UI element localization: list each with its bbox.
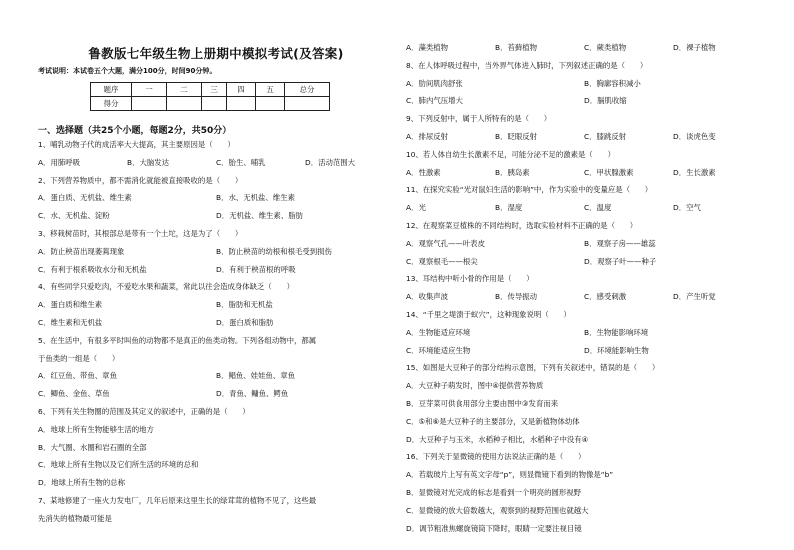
score-cell <box>132 97 167 111</box>
answer-option: C．鲫鱼、金鱼、草鱼 <box>38 389 110 399</box>
answer-option: A．收集声波 <box>406 292 449 302</box>
question-line: 7、某地修建了一座火力发电厂，几年后原来这里生长的绿茸茸的植物不见了，这些最 <box>38 496 317 505</box>
question-line: 12、在观察菜豆植株的不同结构时，选取实验材料不正确的是（ ） <box>406 221 638 230</box>
answer-option: D．谈虎色变 <box>673 132 716 141</box>
score-header-cell: 二 <box>167 83 202 97</box>
question-line: 3、移栽树苗时，其根部总是带有一个土坨，这是为了（ ） <box>38 229 243 238</box>
answer-option: C．肺内气压增大 <box>406 96 463 106</box>
score-cell <box>202 97 227 111</box>
answer-option: C．甲状腺激素 <box>584 167 634 177</box>
score-header-cell: 一 <box>132 83 167 97</box>
question-line: D．调节粗准焦螺旋镜筒下降时，眼睛一定要注视目镜 <box>406 523 582 533</box>
answer-option: D．膈肌收缩 <box>584 96 627 106</box>
answer-option: D．裸子植物 <box>673 43 716 52</box>
question-line: 15、如图是大豆种子的部分结构示意图，下列有关叙述中，错误的是（ ） <box>406 363 660 373</box>
score-header-cell: 题序 <box>91 83 132 97</box>
page-title: 鲁教版七年级生物上册期中模拟考试(及答案) <box>88 46 344 61</box>
question-line: 10、若人体自幼生长激素不足，可能分泌不足的激素是（ ） <box>406 149 615 159</box>
question-line: 2、下列营养物质中，都不需消化就能被直接吸收的是（ ） <box>38 175 243 185</box>
question-line: 9、下列反射中，属于人所特有的是（ ） <box>406 114 552 124</box>
score-value-row <box>91 97 330 111</box>
question-line: C．⑤和⑥是大豆种子的主要部分，又是新植物体幼体 <box>406 416 580 426</box>
answer-option: B．苔藓植物 <box>495 43 538 52</box>
score-cell <box>227 97 256 111</box>
question-line: D．大豆种子与玉米，水稻种子相比，水稻种子中没有④ <box>406 434 589 444</box>
answer-option: A．蛋白质、无机盐、维生素 <box>38 193 132 203</box>
question-line: 于鱼类的一组是（ ） <box>38 353 120 363</box>
answer-option: A．生物能适应环境 <box>406 327 471 337</box>
question-line: 11、在探究实验“光对鼠妇生活的影响”中，作为实验中的变量应是（ ） <box>406 185 653 195</box>
answer-option: C．感受刺激 <box>584 292 627 302</box>
answer-option: D．生长激素 <box>673 167 716 177</box>
exam-note: 考试说明：本试卷五个大题，满分100分，时间90分钟。 <box>38 67 217 75</box>
answer-option: D．活动范围大 <box>305 157 356 167</box>
question-line: B．显微镜对光完成的标志是看到一个明亮的圆形视野 <box>406 488 582 497</box>
answer-option: C．观察根毛——根尖 <box>406 256 478 266</box>
answer-option: B．胸廓容积减小 <box>584 78 641 88</box>
answer-option: A．肋间肌肉舒张 <box>406 78 463 88</box>
question-line: 8、在人体呼吸过程中，当外界气体进入肺时，下列叙述正确的是（ ） <box>406 60 648 70</box>
answer-option: D．环境能影响生物 <box>584 345 649 355</box>
score-row-label: 得分 <box>91 97 132 111</box>
score-table <box>90 82 330 111</box>
section-heading: 一、选择题（共25个小题，每题2分，共50分） <box>38 126 232 136</box>
answer-option: B．观察子房——雄蕊 <box>584 238 656 248</box>
answer-option: A．藻类植物 <box>406 43 449 52</box>
answer-option: A．用肺呼吸 <box>38 157 81 167</box>
answer-option: C．水、无机盐、淀粉 <box>38 211 110 221</box>
answer-option: C．有利于根系吸收水分和无机盐 <box>38 264 147 274</box>
answer-option: D．有利于秧苗根的呼吸 <box>216 264 296 274</box>
answer-option: B．胰岛素 <box>495 167 530 177</box>
answer-option: D．空气 <box>673 203 701 213</box>
score-header-cell: 五 <box>256 83 285 97</box>
answer-option: D．产生听觉 <box>673 292 716 302</box>
answer-option: B．生物能影响环境 <box>584 327 649 337</box>
question-line: 14、“千里之堤溃于蚁穴”，这种现象说明（ ） <box>406 310 571 319</box>
answer-option: C．环境能适应生物 <box>406 345 471 355</box>
answer-option: A．排尿反射 <box>406 132 449 141</box>
question-line: C．地球上所有生物以及它们所生活的环境的总和 <box>38 460 199 470</box>
score-cell <box>256 97 285 111</box>
answer-option: C．温度 <box>584 203 612 213</box>
answer-option: C．胎生、哺乳 <box>216 157 266 167</box>
answer-option: B．水、无机盐、维生素 <box>216 193 295 203</box>
question-line: D．地球上所有生物的总称 <box>38 478 125 488</box>
answer-option: B．防止秧苗的幼根和根毛受到损伤 <box>216 246 332 256</box>
answer-option: C．蕨类植物 <box>584 43 627 52</box>
answer-option: D．无机盐、维生素、脂肪 <box>216 211 303 221</box>
answer-option: A．性激素 <box>406 167 441 177</box>
answer-option: B．湿度 <box>495 203 523 213</box>
question-line: A．地球上所有生物能够生活的地方 <box>38 424 154 434</box>
answer-option: A．蛋白质和维生素 <box>38 300 103 310</box>
answer-option: B．传导振动 <box>495 292 538 302</box>
score-cell <box>167 97 202 111</box>
question-line: 1、哺乳动物子代的成活率大大提高，其主要原因是（ ） <box>38 140 235 149</box>
answer-option: A．光 <box>406 203 426 213</box>
score-header-cell: 总分 <box>285 83 330 97</box>
answer-option: B．眨眼反射 <box>495 132 538 141</box>
score-header-cell: 四 <box>227 83 256 97</box>
question-line: B．豆芽菜可供食用部分主要由图中③发育而来 <box>406 399 559 408</box>
answer-option: B．大脑发达 <box>127 157 170 167</box>
answer-option: D．观察子叶——种子 <box>584 256 657 266</box>
answer-option: A．防止秧苗出现萎蔫现象 <box>38 246 125 256</box>
question-line: 5、在生活中，有很多平时叫鱼的动物都不是真正的鱼类动物。下列各组动物中，都属 <box>38 335 317 345</box>
answer-option: D．青鱼、鳙鱼、鳄鱼 <box>216 389 289 399</box>
score-cell <box>285 97 330 111</box>
question-line: A．大豆种子萌发时，图中④提供营养物质 <box>406 381 544 391</box>
answer-option: A．红豆鱼、带鱼、章鱼 <box>38 371 117 381</box>
question-line: C．显微镜的放大倍数越大，观察到的视野范围也就越大 <box>406 505 589 515</box>
question-line: 先消失的植物最可能是 <box>38 513 112 523</box>
question-line: 13、耳结构中听小骨的作用是（ ） <box>406 274 534 284</box>
question-line: 16、下列关于显微镜的使用方法说法正确的是（ ） <box>406 452 586 462</box>
answer-option: C．维生素和无机盐 <box>38 318 103 327</box>
answer-option: B．鲳鱼、娃娃鱼、章鱼 <box>216 371 295 381</box>
question-line: 4、有些同学只爱吃肉，不爱吃水果和蔬菜，常此以往会造成身体缺乏（ ） <box>38 282 294 292</box>
question-line: B．大气圈、水圈和岩石圈的全部 <box>38 442 147 452</box>
answer-option: B．脂肪和无机盐 <box>216 300 273 310</box>
score-header-row <box>91 83 330 97</box>
answer-option: D．蛋白质和脂肪 <box>216 318 274 327</box>
question-line: A．若载玻片上写有英文字母“p”，则显微镜下看到的物像是“b” <box>406 470 614 480</box>
answer-option: A．观察气孔——叶表皮 <box>406 238 485 248</box>
question-line: 6、下列有关生物圈的范围及其定义的叙述中，正确的是（ ） <box>38 407 250 416</box>
answer-option: C．膝跳反射 <box>584 132 627 141</box>
score-header-cell: 三 <box>202 83 227 97</box>
